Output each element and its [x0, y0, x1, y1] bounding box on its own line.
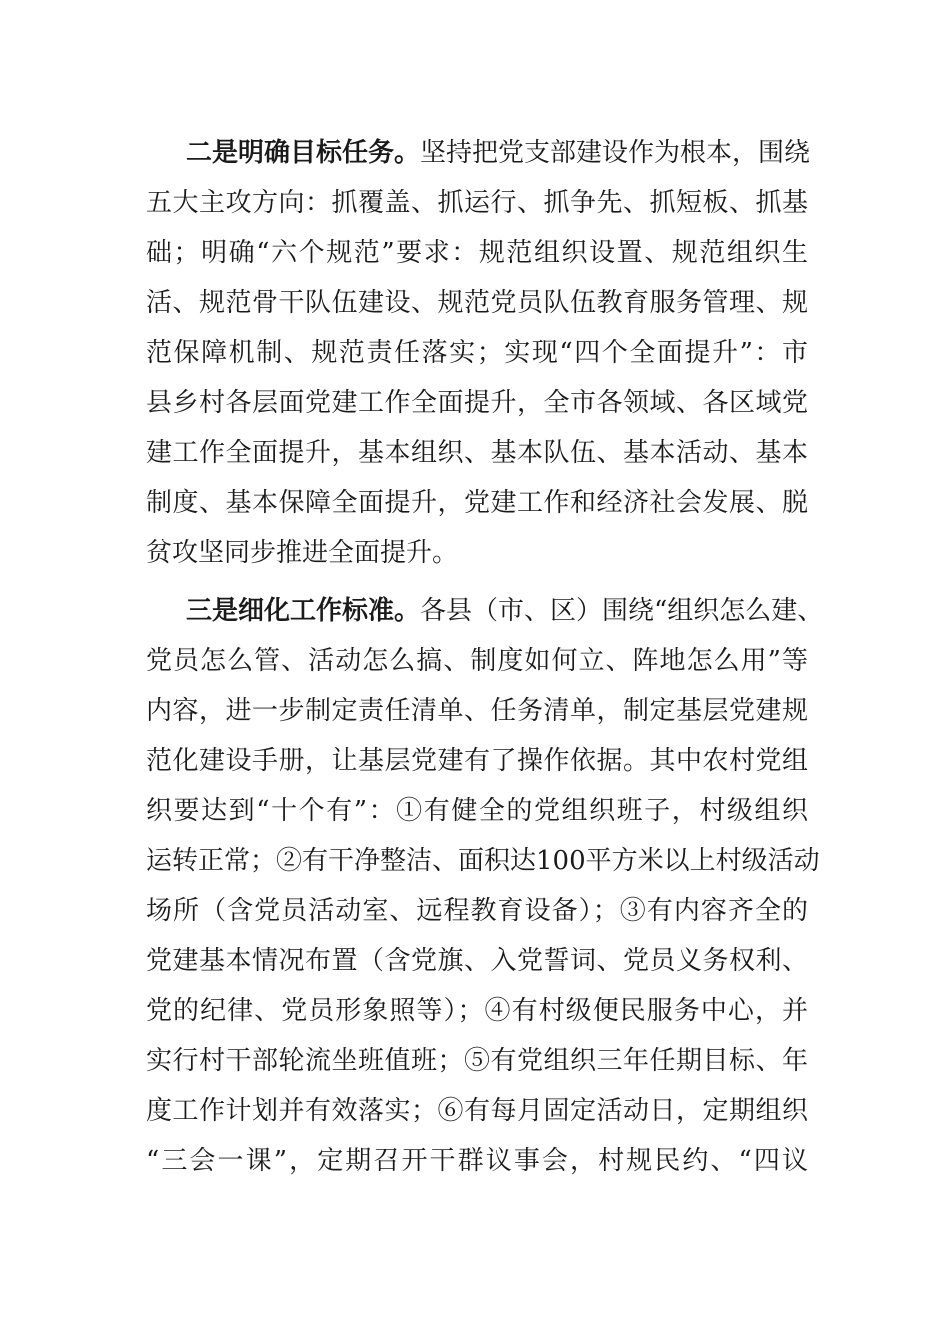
paragraph-line: 范化建设手册，让基层党建有了操作依据。其中农村党组 [146, 746, 808, 776]
paragraph-text: 坚持把党支部建设作为根本，围绕 [420, 138, 811, 168]
paragraph-line: “三会一课”，定期召开干群议事会，村规民约、“四议 [146, 1146, 808, 1176]
paragraph-line: 贫攻坚同步推进全面提升。 [146, 538, 459, 568]
paragraph-line: 党建基本情况布置（含党旗、入党誓词、党员义务权利、 [146, 946, 808, 976]
paragraph-line [146, 586, 824, 636]
paragraph-line: 织要达到“十个有”：①有健全的党组织班子，村级组织 [146, 796, 808, 826]
paragraph-lead: 二是明确目标任务。 [186, 138, 421, 168]
paragraph-line: 范保障机制、规范责任落实；实现“四个全面提升”：市 [146, 338, 808, 368]
paragraph-line: 度工作计划并有效落实；⑥有每月固定活动日，定期组织 [146, 1096, 808, 1126]
paragraph-line: 场所（含党员活动室、远程教育设备）；③有内容齐全的 [146, 896, 808, 926]
paragraph-line: 五大主攻方向：抓覆盖、抓运行、抓争先、抓短板、抓基 [146, 188, 808, 218]
paragraph-line: 党的纪律、党员形象照等）；④有村级便民服务中心，并 [146, 996, 808, 1026]
paragraph-lead: 三是细化工作标准。 [186, 596, 421, 626]
paragraph-line: 建工作全面提升，基本组织、基本队伍、基本活动、基本 [146, 438, 808, 468]
paragraph-line [146, 128, 811, 178]
paragraph-line: 县乡村各层面党建工作全面提升，全市各领域、各区域党 [146, 388, 808, 418]
paragraph-line: 础；明确“六个规范”要求：规范组织设置、规范组织生 [146, 238, 808, 268]
paragraph-text: 各县（市、区）围绕“组织怎么建、 [420, 596, 824, 626]
paragraph-standards [146, 586, 824, 1186]
paragraph-line: 制度、基本保障全面提升，党建工作和经济社会发展、脱 [146, 488, 808, 518]
paragraph-line: 运转正常；②有干净整洁、面积达100平方米以上村级活动 [146, 846, 820, 876]
paragraph-line: 实行村干部轮流坐班值班；⑤有党组织三年任期目标、年 [146, 1046, 808, 1076]
paragraph-goals [146, 128, 811, 578]
paragraph-line: 党员怎么管、活动怎么搞、制度如何立、阵地怎么用”等 [146, 646, 808, 676]
paragraph-line: 内容，进一步制定责任清单、任务清单，制定基层党建规 [146, 696, 808, 726]
paragraph-line: 活、规范骨干队伍建设、规范党员队伍教育服务管理、规 [146, 288, 808, 318]
